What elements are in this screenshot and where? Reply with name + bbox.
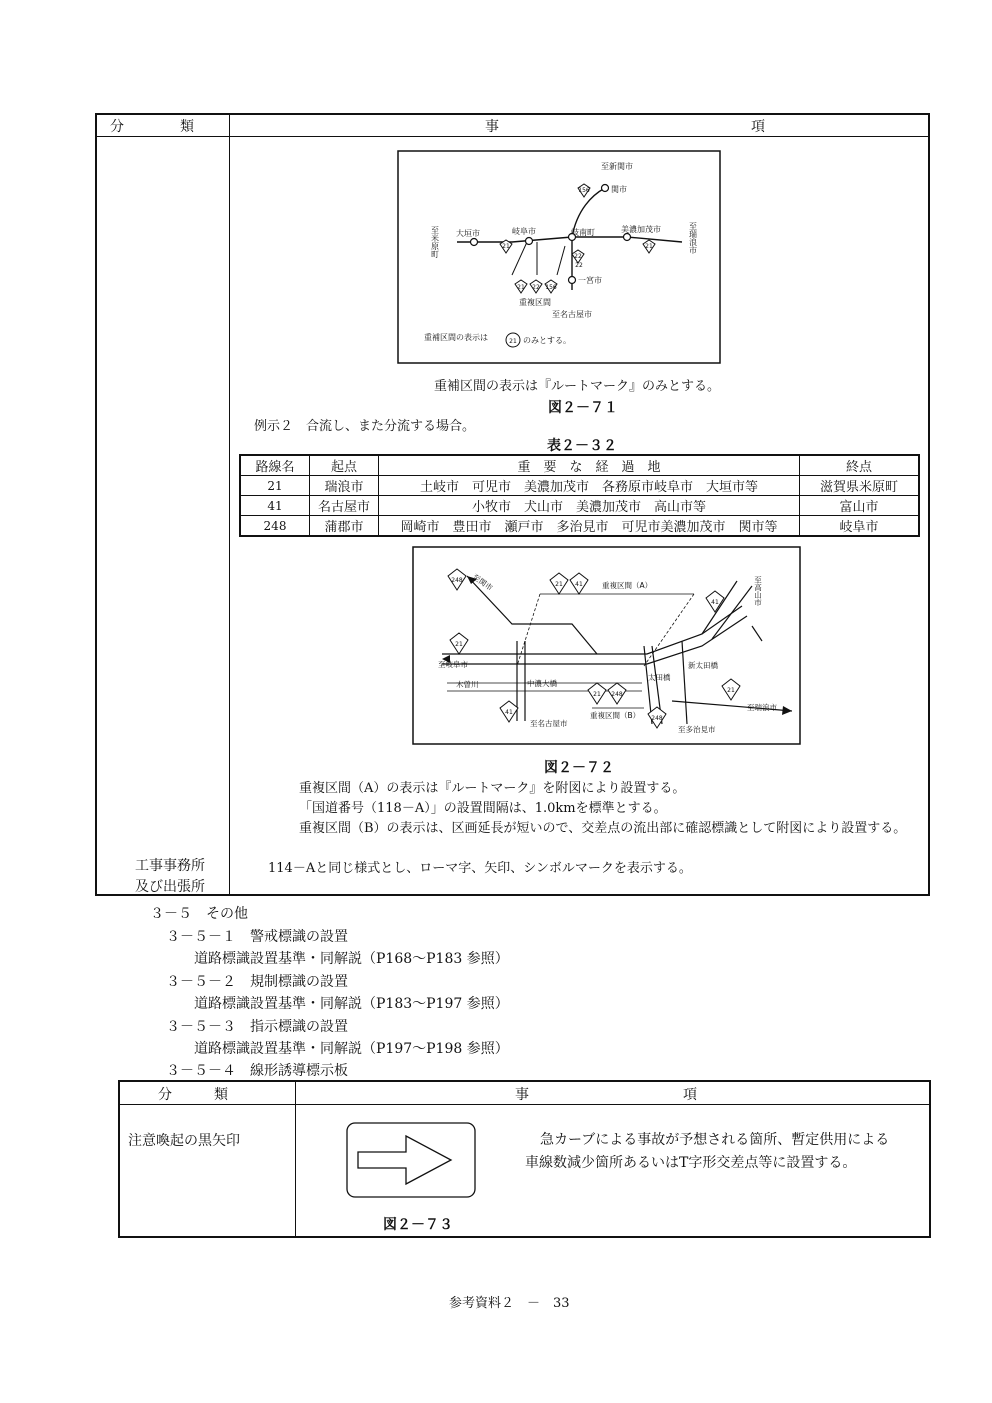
table-row [240,516,919,537]
fig72-label-shin-ota: 新太田橋 [688,661,718,670]
fig72-label-to-nagoya: 至名古屋市 [530,719,568,728]
figure-2-71-map [397,150,722,365]
bottom-table-header-divider [118,1104,931,1105]
col-via: 重 要 な 経 過 地 [379,455,800,476]
fig72-route-21c: 21 [593,691,601,698]
example-2-text: 例示２ 合流し、また分流する場合。 [254,419,476,434]
black-arrow-text-line1: 急カーブによる事故が予想される箇所、暫定供用による [540,1132,890,1148]
fig72-label-overlap-b: 重複区間（B） [590,711,641,720]
fig72-note-1: 重複区間（A）の表示は『ルートマーク』を附図により設置する。 [299,781,686,796]
fig72-route-248a: 248 [451,577,463,584]
fig71-caption-text: 重補区間の表示は『ルートマーク』のみとする。 [434,379,721,394]
office-category-line1: 工事事務所 [135,858,205,874]
fig71-route-22b: 22 [532,284,540,291]
fig71-route-156b: 156 [545,284,557,291]
fig72-label-ota: 太田橋 [648,673,671,682]
fig71-route-22c: 22 [575,262,583,269]
top-table-column-divider [229,113,230,896]
section-3-5-heading: ３－５ その他 [150,906,248,922]
fig71-inner-note-suffix: のみとする。 [523,336,571,345]
fig72-label-to-tajimi: 至多治見市 [678,725,716,734]
col-route: 路線名 [240,455,310,476]
black-arrow-sign [346,1122,476,1198]
col-start: 起点 [310,455,379,476]
fig72-route-248b: 248 [611,691,623,698]
table-row [240,476,919,496]
fig71-inner-note-route: 21 [509,338,517,345]
fig71-label-overlap: 重複区間 [519,298,551,307]
table-cell: 富山市 [800,496,920,516]
black-arrow-text-line2: 車線数減少箇所あるいはT字形交差点等に設置する。 [525,1155,857,1171]
bottom-category-header: 分 類 [158,1087,228,1103]
section-3-5-4-heading: ３－５－４ 線形誘導標示板 [166,1063,348,1079]
top-table-header-divider [95,136,930,137]
fig72-route-41c: 41 [505,709,513,716]
fig72-label-to-seki: 至関市 [470,572,495,593]
fig71-node-ogaki [471,239,478,246]
fig73-caption-number: 図２－７３ [383,1217,453,1233]
fig72-label-to-takayama: 至高山市 [753,576,763,606]
section-3-5-1-heading: ３－５－１ 警戒標識の設置 [166,929,348,945]
bottom-table-column-divider [295,1080,296,1238]
fig71-label-to-nagoya: 至名古屋市 [552,310,592,319]
fig71-frame [398,151,720,363]
table-cell: 名古屋市 [310,496,379,516]
table-cell: 蒲郡市 [310,516,379,537]
fig72-label-to-mizunami: 至瑞浪市 [747,703,777,712]
fig72-label-to-gifu: 至岐阜市 [438,660,468,669]
fig71-label-ogaki: 大垣市 [456,229,480,238]
office-category-line2: 及び出張所 [135,879,205,895]
fig71-route-21c: 21 [645,243,653,250]
section-3-5-3-heading: ３－５－３ 指示標識の設置 [166,1019,348,1035]
fig72-caption-number: 図２－７２ [544,760,614,776]
table-row [240,496,919,516]
table-cell: 岐阜市 [800,516,920,537]
fig71-label-minokamo: 美濃加茂市 [621,225,661,234]
col-end: 終点 [800,455,920,476]
fig71-caption-number: 図２－７１ [548,400,618,416]
section-3-5-1-reference: 道路標識設置基準・同解説（P168～P183 参照） [194,951,509,967]
table-2-32-title: 表２－３２ [547,438,617,454]
table-cell: 瑞浪市 [310,476,379,496]
fig71-label-to-shin-seki: 至新関市 [601,162,633,171]
fig71-node-seki [602,185,609,192]
bottom-matter-header: 事 項 [515,1087,697,1103]
fig71-node-ichinomiya [569,277,576,284]
table-cell: 滋賀県米原町 [800,476,920,496]
fig71-label-ginan: 岐南町 [571,228,595,237]
fig72-route-41: 41 [575,581,583,588]
table-cell: 41 [240,496,310,516]
fig71-route-156: 156 [578,187,590,194]
table-cell: 小牧市 犬山市 美濃加茂市 高山市等 [379,496,800,516]
fig71-label-to-mizunami: 至瑞浪市 [688,222,698,254]
table-cell: 土岐市 可児市 美濃加茂市 各務原市岐阜市 大垣市等 [379,476,800,496]
fig72-route-41b: 41 [711,599,719,606]
fig71-route-22a: 22 [574,253,582,260]
fig71-label-to-yonehara: 至米原町 [430,226,440,258]
table-header-row [240,455,919,476]
section-3-5-2-reference: 道路標識設置基準・同解説（P183～P197 参照） [194,996,509,1012]
fig72-note-3: 重複区間（B）の表示は、区画延長が短いので、交差点の流出部に確認標識として附図により設置する。 [299,821,907,836]
fig71-route-21b: 21 [517,284,525,291]
fig72-note-2: 「国道番号（118－A）」の設置間隔は、1.0kmを標準とする。 [299,801,667,816]
section-3-5-3-reference: 道路標識設置基準・同解説（P197～P198 参照） [194,1041,509,1057]
fig72-route-21b: 21 [455,641,463,648]
fig71-route-21a: 21 [502,243,510,250]
fig71-inner-note-prefix: 重補区間の表示は [424,333,488,342]
section-3-5-2-heading: ３－５－２ 規制標識の設置 [166,974,348,990]
fig72-route-248c: 248 [651,715,663,722]
fig72-label-chuno: 中濃大橋 [527,679,557,688]
fig72-label-kiso: 木曽川 [456,680,479,689]
fig72-route-21: 21 [555,581,563,588]
fig71-label-seki: 関市 [611,185,627,194]
top-category-header: 分 類 [110,119,194,135]
fig71-node-minokamo [624,234,631,241]
page-footer: 参考資料２ － 33 [449,1296,570,1311]
table-cell: 248 [240,516,310,537]
top-matter-header: 事 項 [485,119,765,135]
fig72-route-21d: 21 [727,687,735,694]
black-arrow-category: 注意喚起の黒矢印 [128,1133,240,1149]
fig72-label-overlap-a: 重複区間（A） [602,581,653,590]
office-text: 114－Aと同じ様式とし、ローマ字、矢印、シンボルマークを表示する。 [268,861,692,876]
table-cell: 岡崎市 豊田市 瀬戸市 多治見市 可児市美濃加茂市 関市等 [379,516,800,537]
figure-2-72-map [412,546,802,746]
fig71-label-gifu: 岐阜市 [512,227,536,236]
table-cell: 21 [240,476,310,496]
fig71-label-ichinomiya: 一宮市 [578,276,602,285]
fig71-node-gifu [526,238,533,245]
table-2-32 [239,454,920,537]
